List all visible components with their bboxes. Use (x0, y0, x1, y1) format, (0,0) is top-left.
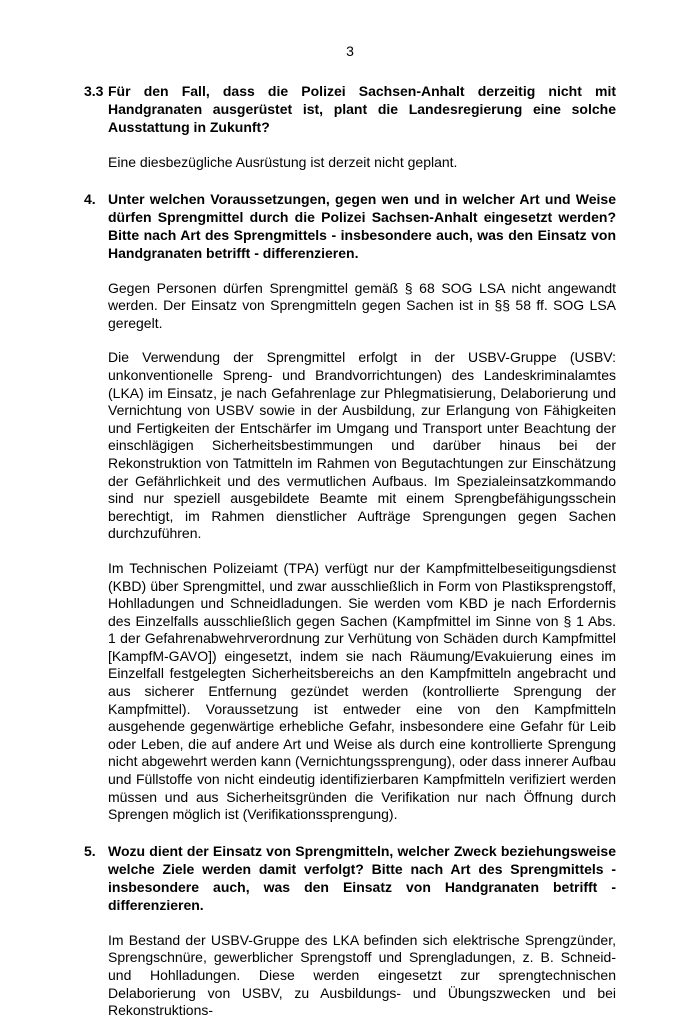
question-text: Unter welchen Voraussetzungen, gegen wen und in welcher Art und Weise dürfen Sprengmittel durch die Polizei Sachsen-Anhalt eingesetzt werden? Bitte nach Art des Sprengmittels - insbesondere auch, was den Einsatz von Handgranaten betrifft - differenzieren. (108, 190, 616, 261)
question-number: 3.3 (84, 83, 104, 99)
answer-paragraph: Gegen Personen dürfen Sprengmittel gemäß § 68 SOG LSA nicht angewandt werden. Der Einsatz von Sprengmitteln gegen Sachen ist in §§ 58 ff. SOG LSA geregelt. (108, 279, 616, 331)
question-number: 5. (84, 842, 96, 859)
answer-paragraph: Im Bestand der USBV-Gruppe des LKA befinden sich elektrische Sprengzünder, Sprengschnüre, gewerblicher Sprengstoff und Sprengladungen, z. B. Schneid- und Hohlladungen. Diese werden eingesetzt zur sprengtechnischen Delaborierung von USBV, zu Ausbildungs- und Übungszwecken und bei Rekonstruktions- (108, 931, 616, 1019)
document-body (84, 82, 616, 1020)
question-5 (84, 842, 616, 914)
question-number: 4. (84, 190, 96, 207)
answer-paragraph: Eine diesbezügliche Ausrüstung ist derzeit nicht geplant. (108, 154, 458, 170)
question-text: Für den Fall, dass die Polizei Sachsen-Anhalt derzeitig nicht mit Handgranaten ausgerüstet ist, plant die Landesregierung eine solche Ausstattung in Zukunft? (108, 83, 616, 135)
question-3-3 (84, 82, 616, 136)
question-4 (84, 190, 616, 262)
answer-paragraph: Im Technischen Polizeiamt (TPA) verfügt nur der Kampfmittelbeseitigungsdienst (KBD) über Sprengmittel, und zwar ausschließlich in Form von Plastiksprengstoff, Hohlladungen und Schneidladungen. Sie werden vom KBD je nach Erfordernis des Einzelfalls ausschließlich gegen Sachen (Kampfmittel im Sinne von § 1 Abs. 1 der Gefahrenabwehrverordnung zur Verhütung von Schäden durch Kampfmittel [KampfM-GAVO]) eingesetzt, indem sie nach Räumung/Evakuierung eines im Einzelfall festgelegten Sicherheitsbereichs an den Kampfmitteln angebracht und aus sicherer Entfernung gezündet werden (kontrollierte Sprengung der Kampfmittel). Voraussetzung ist entweder eine von den Kampfmitteln ausgehende gegenwärtige erhebliche Gefahr, insbesondere eine Gefahr für Leib oder Leben, die auf andere Art und Weise als durch eine kontrollierte Sprengung nicht abgewehrt werden kann (Vernichtungssprengung), oder dass innerer Aufbau und Füllstoffe von nicht eindeutig identifizierbaren Kampfmitteln verifiziert werden müssen und aus Sicherheitsgründen die Verifikation nur nach Öffnung durch Sprengen möglich ist (Verifikationssprengung). (108, 559, 616, 823)
answer-paragraph: Die Verwendung der Sprengmittel erfolgt in der USBV-Gruppe (USBV: unkonventionelle Spreng- und Brandvorrichtungen) des Landeskriminalamtes (LKA) im Einsatz, je nach Gefahrenlage zur Phlegmatisierung, Delaborierung und Vernichtung von USBV sowie in der Ausbildung, zur Erlangung von Fähigkeiten und Fertigkeiten der Entschärfer im Umgang und Transport unter Beachtung der einschlägigen Sicherheitsbestimmungen und darüber hinaus bei der Rekonstruktion von Tatmitteln im Rahmen von Begutachtungen zur Einschätzung der Gefährlichkeit und des vermutlichen Aufbaus. Im Spezialeinsatzkommando sind nur speziell ausgebildete Beamte mit einem Sprengbefähigungsschein berechtigt, im Rahmen dienstlicher Aufträge Sprengungen gegen Sachen durchzuführen. (108, 349, 616, 542)
page-number: 3 (346, 43, 354, 59)
question-text: Wozu dient der Einsatz von Sprengmitteln, welcher Zweck beziehungsweise welche Ziele werden damit verfolgt? Bitte nach Art des Sprengmittels - insbesondere auch, was den Einsatz von Handgranaten betrifft - differenzieren. (108, 842, 616, 913)
